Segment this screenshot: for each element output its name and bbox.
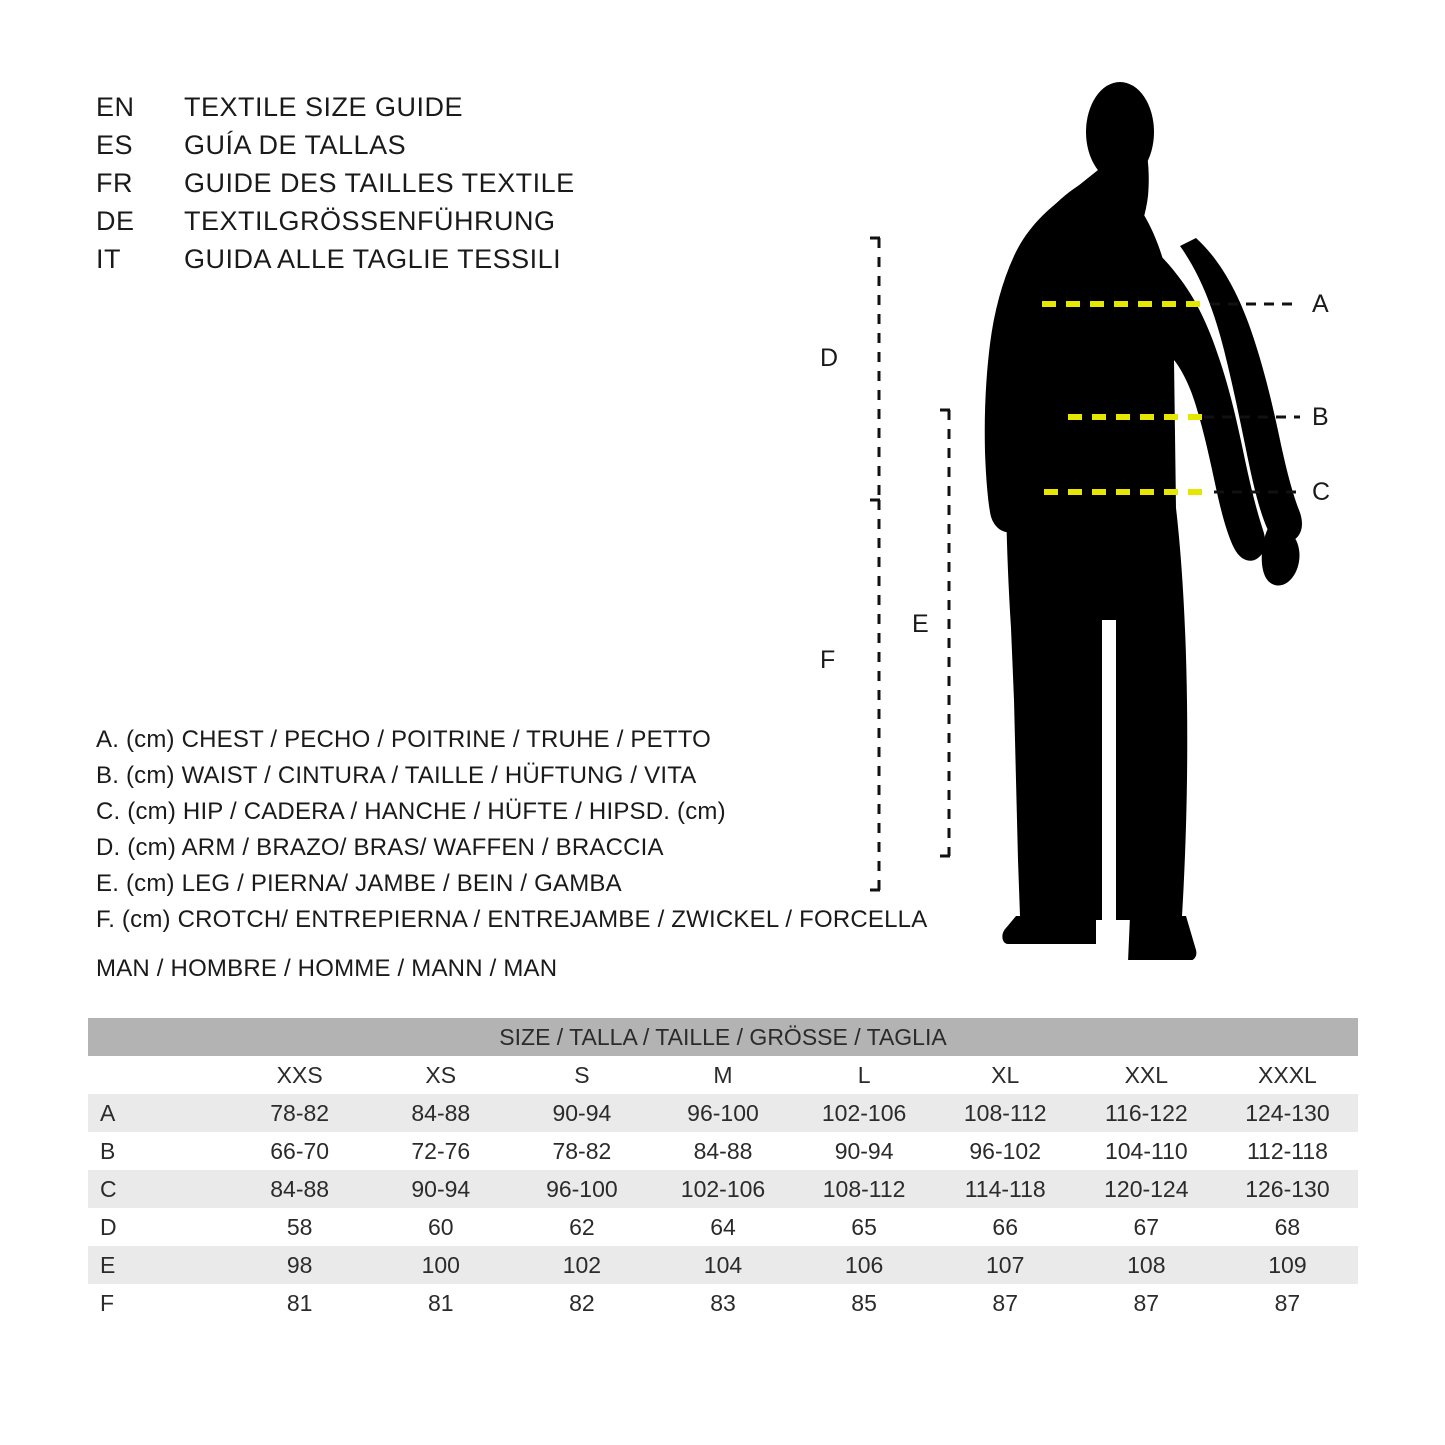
- cell-a-xxs: 78-82: [229, 1094, 370, 1132]
- dimension-label-a: A: [1312, 290, 1329, 318]
- title-lang-de: DE: [96, 206, 135, 236]
- cell-b-s: 78-82: [511, 1132, 652, 1170]
- cell-e-xxl: 108: [1076, 1246, 1217, 1284]
- table-row: [88, 1094, 1358, 1132]
- cell-f-m: 83: [652, 1284, 793, 1322]
- cell-a-xs: 84-88: [370, 1094, 511, 1132]
- table-col-xxs: XXS: [229, 1056, 370, 1094]
- title-lang-it: IT: [96, 244, 121, 274]
- table-row: [88, 1246, 1358, 1284]
- legend-item-b: B. (cm) WAIST / CINTURA / TAILLE / HÜFTUNG / VITA: [96, 762, 697, 789]
- table-row: [88, 1132, 1358, 1170]
- cell-e-xl: 107: [935, 1246, 1076, 1284]
- title-lang-en: EN: [96, 92, 135, 122]
- dimension-label-d: D: [820, 344, 839, 372]
- cell-f-s: 82: [511, 1284, 652, 1322]
- title-row-it: [96, 240, 776, 278]
- cell-d-xl: 66: [935, 1208, 1076, 1246]
- cell-c-xxxl: 126-130: [1217, 1170, 1358, 1208]
- cell-f-xxl: 87: [1076, 1284, 1217, 1322]
- male-silhouette-icon: [985, 82, 1302, 960]
- size-table-wrapper: [88, 1018, 1358, 1322]
- table-col-m: M: [652, 1056, 793, 1094]
- title-row-es: [96, 126, 776, 164]
- title-lang-es: ES: [96, 130, 134, 160]
- cell-e-xs: 100: [370, 1246, 511, 1284]
- cell-b-xxs: 66-70: [229, 1132, 370, 1170]
- row-key-b: B: [88, 1132, 229, 1170]
- cell-a-xxxl: 124-130: [1217, 1094, 1358, 1132]
- title-row-en: [96, 88, 776, 126]
- table-row: [88, 1208, 1358, 1246]
- title-lang-fr: FR: [96, 168, 133, 198]
- dimension-label-e: E: [912, 610, 929, 638]
- cell-a-xxl: 116-122: [1076, 1094, 1217, 1132]
- cell-d-xxl: 67: [1076, 1208, 1217, 1246]
- cell-c-xxl: 120-124: [1076, 1170, 1217, 1208]
- legend-item-f: F. (cm) CROTCH/ ENTREPIERNA / ENTREJAMBE / ZWICKEL / FORCELLA: [96, 906, 928, 933]
- row-key-a: A: [88, 1094, 229, 1132]
- legend-block: [96, 722, 928, 938]
- size-table: [88, 1018, 1358, 1322]
- table-corner-cell: [88, 1056, 229, 1094]
- cell-b-xs: 72-76: [370, 1132, 511, 1170]
- cell-e-s: 102: [511, 1246, 652, 1284]
- cell-b-xl: 96-102: [935, 1132, 1076, 1170]
- dimension-label-c: C: [1312, 478, 1331, 506]
- row-key-f: F: [88, 1284, 229, 1322]
- cell-b-l: 90-94: [794, 1132, 935, 1170]
- row-key-d: D: [88, 1208, 229, 1246]
- cell-e-xxs: 98: [229, 1246, 370, 1284]
- cell-e-m: 104: [652, 1246, 793, 1284]
- cell-c-s: 96-100: [511, 1170, 652, 1208]
- table-col-xxl: XXL: [1076, 1056, 1217, 1094]
- title-text-fr: GUIDE DES TAILLES TEXTILE: [184, 168, 575, 198]
- cell-f-xxs: 81: [229, 1284, 370, 1322]
- cell-a-m: 96-100: [652, 1094, 793, 1132]
- gender-label: MAN / HOMBRE / HOMME / MANN / MAN: [96, 955, 558, 982]
- title-text-es: GUÍA DE TALLAS: [184, 130, 407, 160]
- table-row: [88, 1284, 1358, 1322]
- body-measurement-diagram: [820, 60, 1390, 960]
- dimension-label-b: B: [1312, 403, 1329, 431]
- cell-d-l: 65: [794, 1208, 935, 1246]
- table-size-header: SIZE / TALLA / TAILLE / GRÖSSE / TAGLIA: [88, 1018, 1358, 1056]
- cell-a-s: 90-94: [511, 1094, 652, 1132]
- cell-d-xxxl: 68: [1217, 1208, 1358, 1246]
- row-key-c: C: [88, 1170, 229, 1208]
- cell-e-l: 106: [794, 1246, 935, 1284]
- cell-b-xxl: 104-110: [1076, 1132, 1217, 1170]
- table-col-xxxl: XXXL: [1217, 1056, 1358, 1094]
- cell-b-xxxl: 112-118: [1217, 1132, 1358, 1170]
- title-text-it: GUIDA ALLE TAGLIE TESSILI: [184, 244, 562, 274]
- table-col-xs: XS: [370, 1056, 511, 1094]
- title-row-fr: [96, 164, 776, 202]
- table-column-header-row: [88, 1056, 1358, 1094]
- cell-c-m: 102-106: [652, 1170, 793, 1208]
- table-row: [88, 1170, 1358, 1208]
- table-size-header-row: [88, 1018, 1358, 1056]
- cell-f-xs: 81: [370, 1284, 511, 1322]
- legend-item-d: D. (cm) ARM / BRAZO/ BRAS/ WAFFEN / BRACCIA: [96, 834, 664, 861]
- cell-c-xxs: 84-88: [229, 1170, 370, 1208]
- cell-f-l: 85: [794, 1284, 935, 1322]
- cell-d-xxs: 58: [229, 1208, 370, 1246]
- title-text-en: TEXTILE SIZE GUIDE: [184, 92, 464, 122]
- dimension-label-f: F: [820, 646, 836, 674]
- row-key-e: E: [88, 1246, 229, 1284]
- table-col-s: S: [511, 1056, 652, 1094]
- table-col-l: L: [794, 1056, 935, 1094]
- vertical-dimension-lines: [870, 238, 958, 890]
- title-row-de: [96, 202, 776, 240]
- cell-c-l: 108-112: [794, 1170, 935, 1208]
- cell-a-l: 102-106: [794, 1094, 935, 1132]
- cell-d-s: 62: [511, 1208, 652, 1246]
- cell-f-xxxl: 87: [1217, 1284, 1358, 1322]
- cell-c-xl: 114-118: [935, 1170, 1076, 1208]
- title-block: [96, 88, 776, 278]
- title-text-de: TEXTILGRÖSSENFÜHRUNG: [184, 206, 556, 236]
- legend-item-e: E. (cm) LEG / PIERNA/ JAMBE / BEIN / GAMBA: [96, 870, 622, 897]
- legend-item-c: C. (cm) HIP / CADERA / HANCHE / HÜFTE / HIPSD. (cm): [96, 798, 726, 825]
- cell-d-xs: 60: [370, 1208, 511, 1246]
- cell-e-xxxl: 109: [1217, 1246, 1358, 1284]
- cell-a-xl: 108-112: [935, 1094, 1076, 1132]
- cell-f-xl: 87: [935, 1284, 1076, 1322]
- cell-b-m: 84-88: [652, 1132, 793, 1170]
- cell-d-m: 64: [652, 1208, 793, 1246]
- legend-item-a: A. (cm) CHEST / PECHO / POITRINE / TRUHE / PETTO: [96, 726, 712, 753]
- table-col-xl: XL: [935, 1056, 1076, 1094]
- cell-c-xs: 90-94: [370, 1170, 511, 1208]
